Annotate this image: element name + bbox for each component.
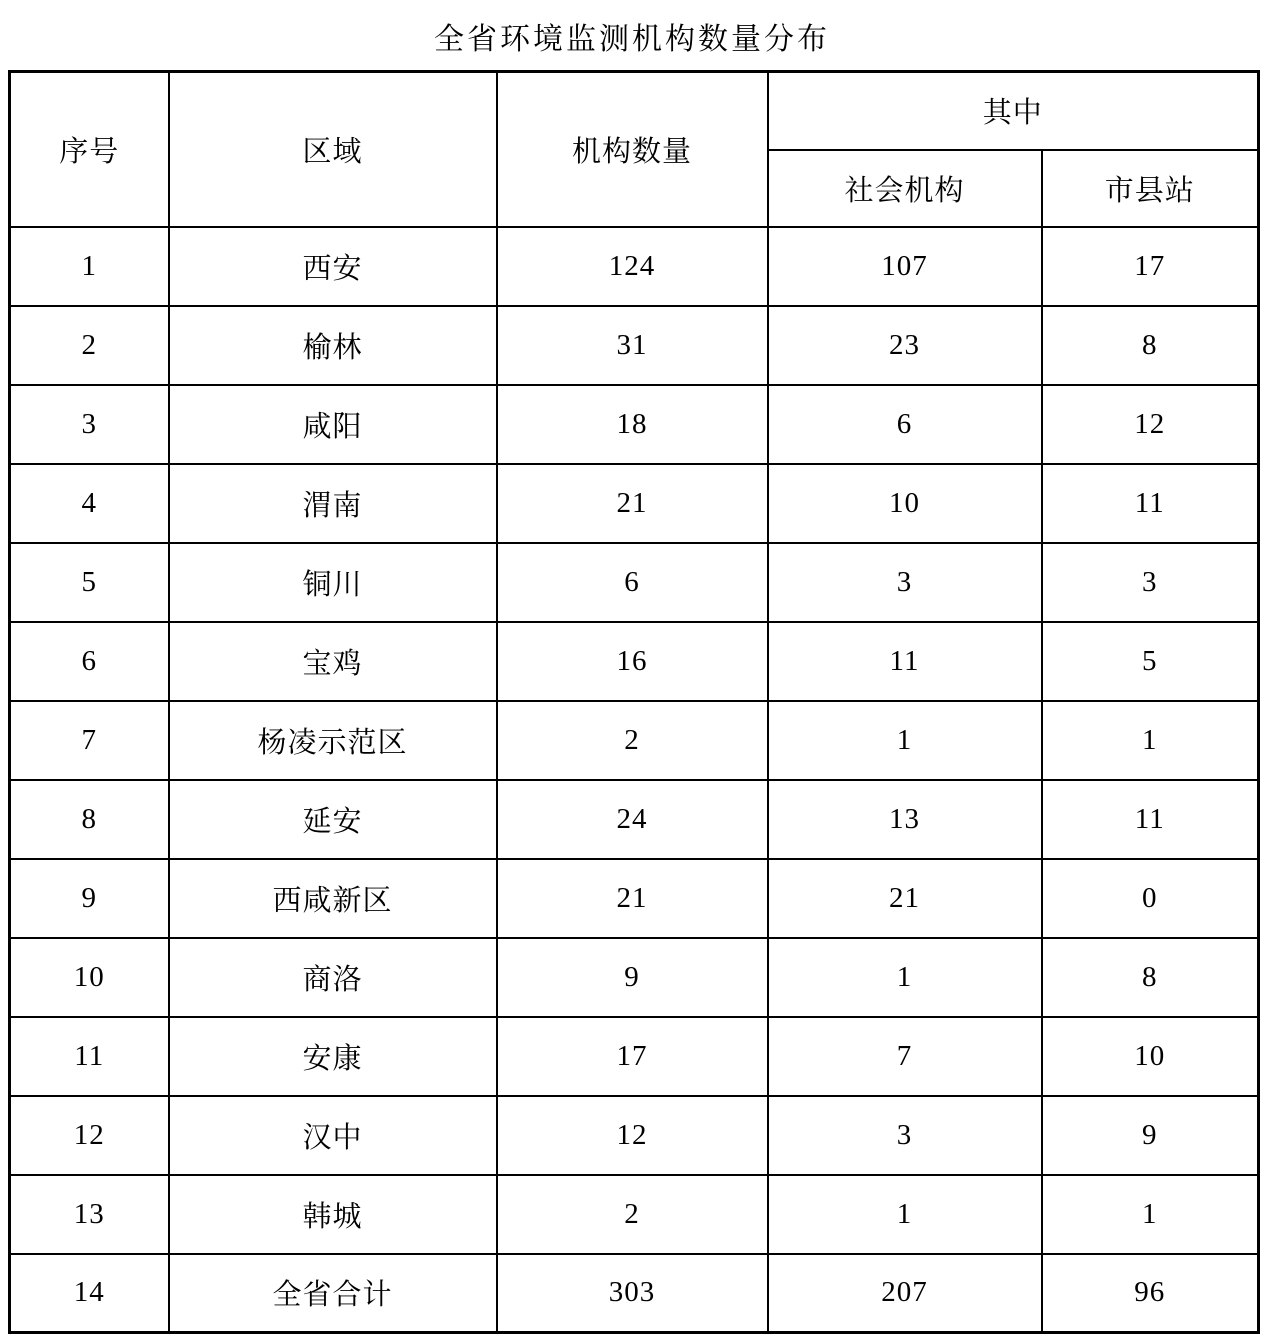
cell-org-count: 24 xyxy=(497,780,768,859)
cell-org-count: 9 xyxy=(497,938,768,1017)
table-row xyxy=(10,385,1259,464)
table-row xyxy=(10,464,1259,543)
table-row xyxy=(10,1096,1259,1175)
cell-region: 宝鸡 xyxy=(169,622,497,701)
cell-index: 9 xyxy=(10,859,169,938)
cell-org-count: 31 xyxy=(497,306,768,385)
cell-station: 3 xyxy=(1042,543,1259,622)
cell-org-count: 2 xyxy=(497,701,768,780)
header-row-top xyxy=(10,72,1259,150)
header-city-county-station: 市县站 xyxy=(1042,150,1259,227)
cell-org-count: 2 xyxy=(497,1175,768,1254)
cell-station: 10 xyxy=(1042,1017,1259,1096)
cell-station: 0 xyxy=(1042,859,1259,938)
cell-social: 11 xyxy=(768,622,1042,701)
table-row xyxy=(10,306,1259,385)
cell-social: 207 xyxy=(768,1254,1042,1333)
page-title: 全省环境监测机构数量分布 xyxy=(434,23,830,56)
cell-org-count: 303 xyxy=(497,1254,768,1333)
cell-index: 6 xyxy=(10,622,169,701)
cell-station: 17 xyxy=(1042,227,1259,306)
cell-org-count: 18 xyxy=(497,385,768,464)
cell-index: 14 xyxy=(10,1254,169,1333)
cell-index: 4 xyxy=(10,464,169,543)
cell-social: 3 xyxy=(768,1096,1042,1175)
table-row xyxy=(10,780,1259,859)
table-row xyxy=(10,1175,1259,1254)
cell-social: 1 xyxy=(768,701,1042,780)
cell-station: 1 xyxy=(1042,1175,1259,1254)
cell-index: 7 xyxy=(10,701,169,780)
header-region: 区域 xyxy=(169,72,497,227)
cell-org-count: 21 xyxy=(497,464,768,543)
table-row xyxy=(10,701,1259,780)
cell-index: 8 xyxy=(10,780,169,859)
cell-station: 1 xyxy=(1042,701,1259,780)
cell-region: 铜川 xyxy=(169,543,497,622)
cell-social: 13 xyxy=(768,780,1042,859)
header-social-org: 社会机构 xyxy=(768,150,1042,227)
cell-station: 8 xyxy=(1042,306,1259,385)
header-index: 序号 xyxy=(10,72,169,227)
cell-org-count: 12 xyxy=(497,1096,768,1175)
cell-region: 延安 xyxy=(169,780,497,859)
table-row xyxy=(10,938,1259,1017)
cell-station: 8 xyxy=(1042,938,1259,1017)
cell-region: 全省合计 xyxy=(169,1254,497,1333)
table-row xyxy=(10,227,1259,306)
cell-station: 11 xyxy=(1042,780,1259,859)
cell-region: 汉中 xyxy=(169,1096,497,1175)
cell-index: 3 xyxy=(10,385,169,464)
cell-station: 12 xyxy=(1042,385,1259,464)
header-org-count: 机构数量 xyxy=(497,72,768,227)
cell-org-count: 21 xyxy=(497,859,768,938)
cell-org-count: 16 xyxy=(497,622,768,701)
cell-station: 11 xyxy=(1042,464,1259,543)
cell-region: 杨凌示范区 xyxy=(169,701,497,780)
cell-social: 21 xyxy=(768,859,1042,938)
cell-social: 3 xyxy=(768,543,1042,622)
cell-index: 5 xyxy=(10,543,169,622)
cell-org-count: 124 xyxy=(497,227,768,306)
table-row xyxy=(10,859,1259,938)
cell-index: 11 xyxy=(10,1017,169,1096)
cell-station: 9 xyxy=(1042,1096,1259,1175)
cell-region: 咸阳 xyxy=(169,385,497,464)
cell-index: 10 xyxy=(10,938,169,1017)
cell-region: 韩城 xyxy=(169,1175,497,1254)
cell-social: 107 xyxy=(768,227,1042,306)
header-among: 其中 xyxy=(768,72,1259,150)
table-row xyxy=(10,543,1259,622)
cell-index: 1 xyxy=(10,227,169,306)
cell-index: 12 xyxy=(10,1096,169,1175)
cell-index: 13 xyxy=(10,1175,169,1254)
cell-station: 96 xyxy=(1042,1254,1259,1333)
cell-region: 榆林 xyxy=(169,306,497,385)
cell-social: 10 xyxy=(768,464,1042,543)
monitoring-institutions-table xyxy=(8,70,1260,1334)
table-row xyxy=(10,622,1259,701)
table-row-total xyxy=(10,1254,1259,1333)
cell-region: 西安 xyxy=(169,227,497,306)
cell-region: 西咸新区 xyxy=(169,859,497,938)
cell-social: 23 xyxy=(768,306,1042,385)
cell-social: 1 xyxy=(768,938,1042,1017)
cell-region: 渭南 xyxy=(169,464,497,543)
table-row xyxy=(10,1017,1259,1096)
cell-region: 安康 xyxy=(169,1017,497,1096)
cell-org-count: 6 xyxy=(497,543,768,622)
cell-index: 2 xyxy=(10,306,169,385)
cell-social: 6 xyxy=(768,385,1042,464)
cell-region: 商洛 xyxy=(169,938,497,1017)
cell-station: 5 xyxy=(1042,622,1259,701)
cell-social: 1 xyxy=(768,1175,1042,1254)
cell-org-count: 17 xyxy=(497,1017,768,1096)
cell-social: 7 xyxy=(768,1017,1042,1096)
